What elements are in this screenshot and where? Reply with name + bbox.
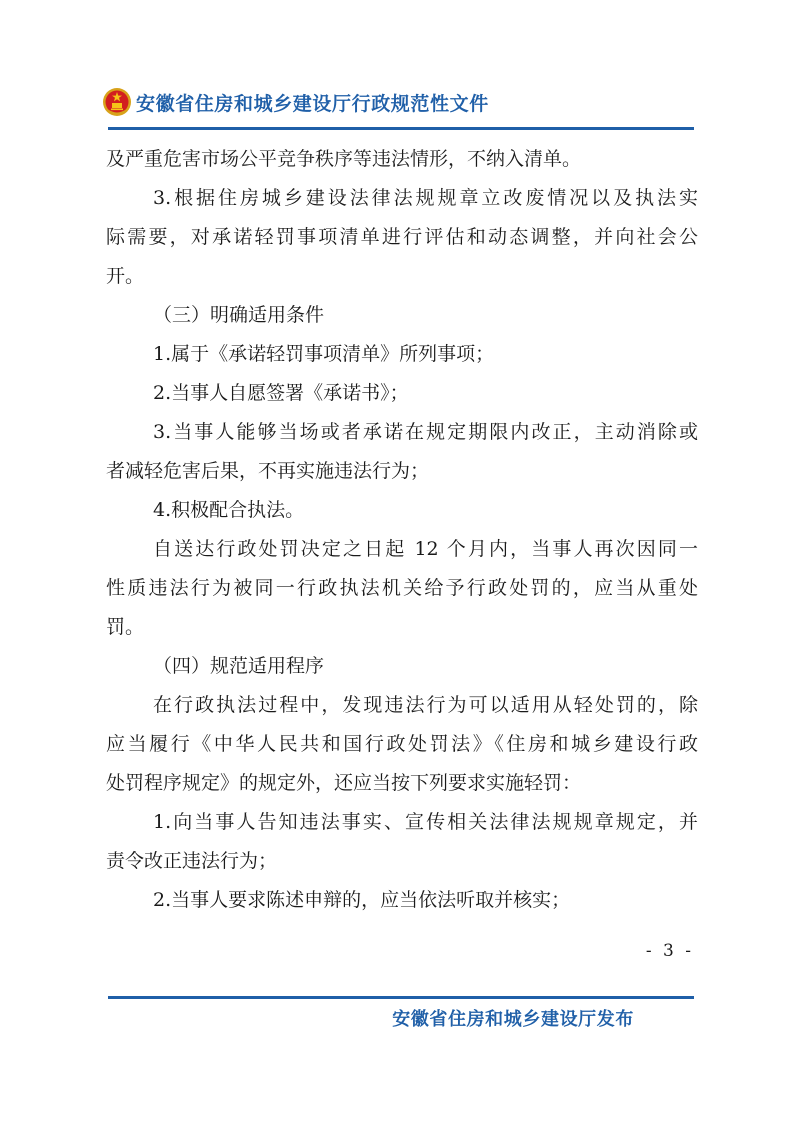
paragraph-line: 及严重危害市场公平竞争秩序等违法情形，不纳入清单。	[106, 148, 582, 170]
section-heading: （三）明确适用条件	[153, 304, 325, 326]
paragraph-line: 1.向当事人告知违法事实、宣传相关法律法规规章规定，并	[153, 811, 698, 833]
paragraph-line: 2.当事人要求陈述申辩的，应当依法听取并核实；	[153, 889, 571, 911]
document-body	[106, 140, 698, 920]
national-emblem-icon	[102, 86, 132, 118]
paragraph-line: 应当履行《中华人民共和国行政处罚法》《住房和城乡建设行政	[106, 733, 698, 755]
footer-publisher: 安徽省住房和城乡建设厅发布	[392, 1009, 634, 1030]
header-title: 安徽省住房和城乡建设厅行政规范性文件	[136, 92, 489, 115]
paragraph-line: 际需要，对承诺轻罚事项清单进行评估和动态调整，并向社会公	[106, 226, 698, 248]
document-header	[102, 84, 694, 120]
paragraph-line: 处罚程序规定》的规定外，还应当按下列要求实施轻罚：	[106, 772, 582, 794]
paragraph-line: 3.当事人能够当场或者承诺在规定期限内改正，主动消除或	[153, 421, 698, 443]
footer-divider	[108, 996, 694, 999]
paragraph-line: 3.根据住房城乡建设法律法规规章立改废情况以及执法实	[153, 187, 698, 209]
page-number: - 3 -	[645, 941, 694, 961]
section-heading: （四）规范适用程序	[153, 655, 325, 677]
paragraph-line: 者减轻危害后果，不再实施违法行为；	[106, 460, 430, 482]
paragraph-line: 罚。	[106, 616, 145, 638]
paragraph-line: 2.当事人自愿签署《承诺书》；	[153, 382, 409, 404]
paragraph-line: 开。	[106, 265, 145, 287]
paragraph-line: 4.积极配合执法。	[153, 499, 305, 521]
paragraph-line: 1.属于《承诺轻罚事项清单》所列事项；	[153, 343, 495, 365]
paragraph-line: 责令改正违法行为；	[106, 850, 278, 872]
paragraph-line: 在行政执法过程中，发现违法行为可以适用从轻处罚的，除	[153, 694, 698, 716]
paragraph-line: 性质违法行为被同一行政执法机关给予行政处罚的，应当从重处	[106, 577, 698, 599]
header-divider	[108, 127, 694, 130]
paragraph-line: 自送达行政处罚决定之日起 12 个月内，当事人再次因同一	[153, 538, 698, 560]
